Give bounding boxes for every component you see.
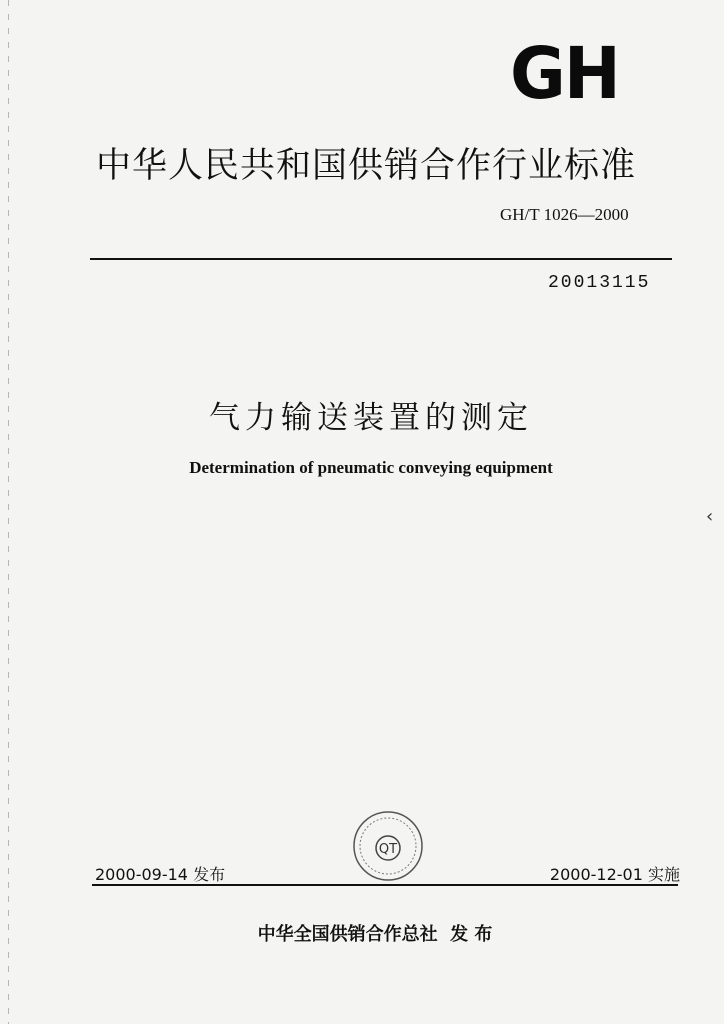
quality-seal-icon — [352, 810, 424, 882]
footer-divider — [92, 884, 678, 886]
document-title-chinese: 气力输送装置的测定 — [209, 400, 533, 436]
document-title-english: Determination of pneumatic conveying equipment — [189, 458, 553, 477]
publisher: 中华全国供销合作总社 发 布 — [257, 924, 493, 945]
issue-date: 2000-09-14 发布 — [95, 865, 226, 884]
gh-logo: GH — [510, 33, 619, 116]
seal-center-text: QT — [378, 842, 398, 857]
scan-margin-line — [8, 0, 9, 1024]
header-divider — [90, 258, 672, 260]
reference-code: 20013115 — [548, 273, 651, 293]
scan-artifact-icon: ‹ — [706, 506, 714, 527]
organization-title: 中华人民共和国供销合作行业标准 — [96, 146, 637, 186]
standard-number: GH/T 1026—2000 — [500, 205, 629, 224]
implementation-date: 2000-12-01 实施 — [549, 865, 680, 884]
